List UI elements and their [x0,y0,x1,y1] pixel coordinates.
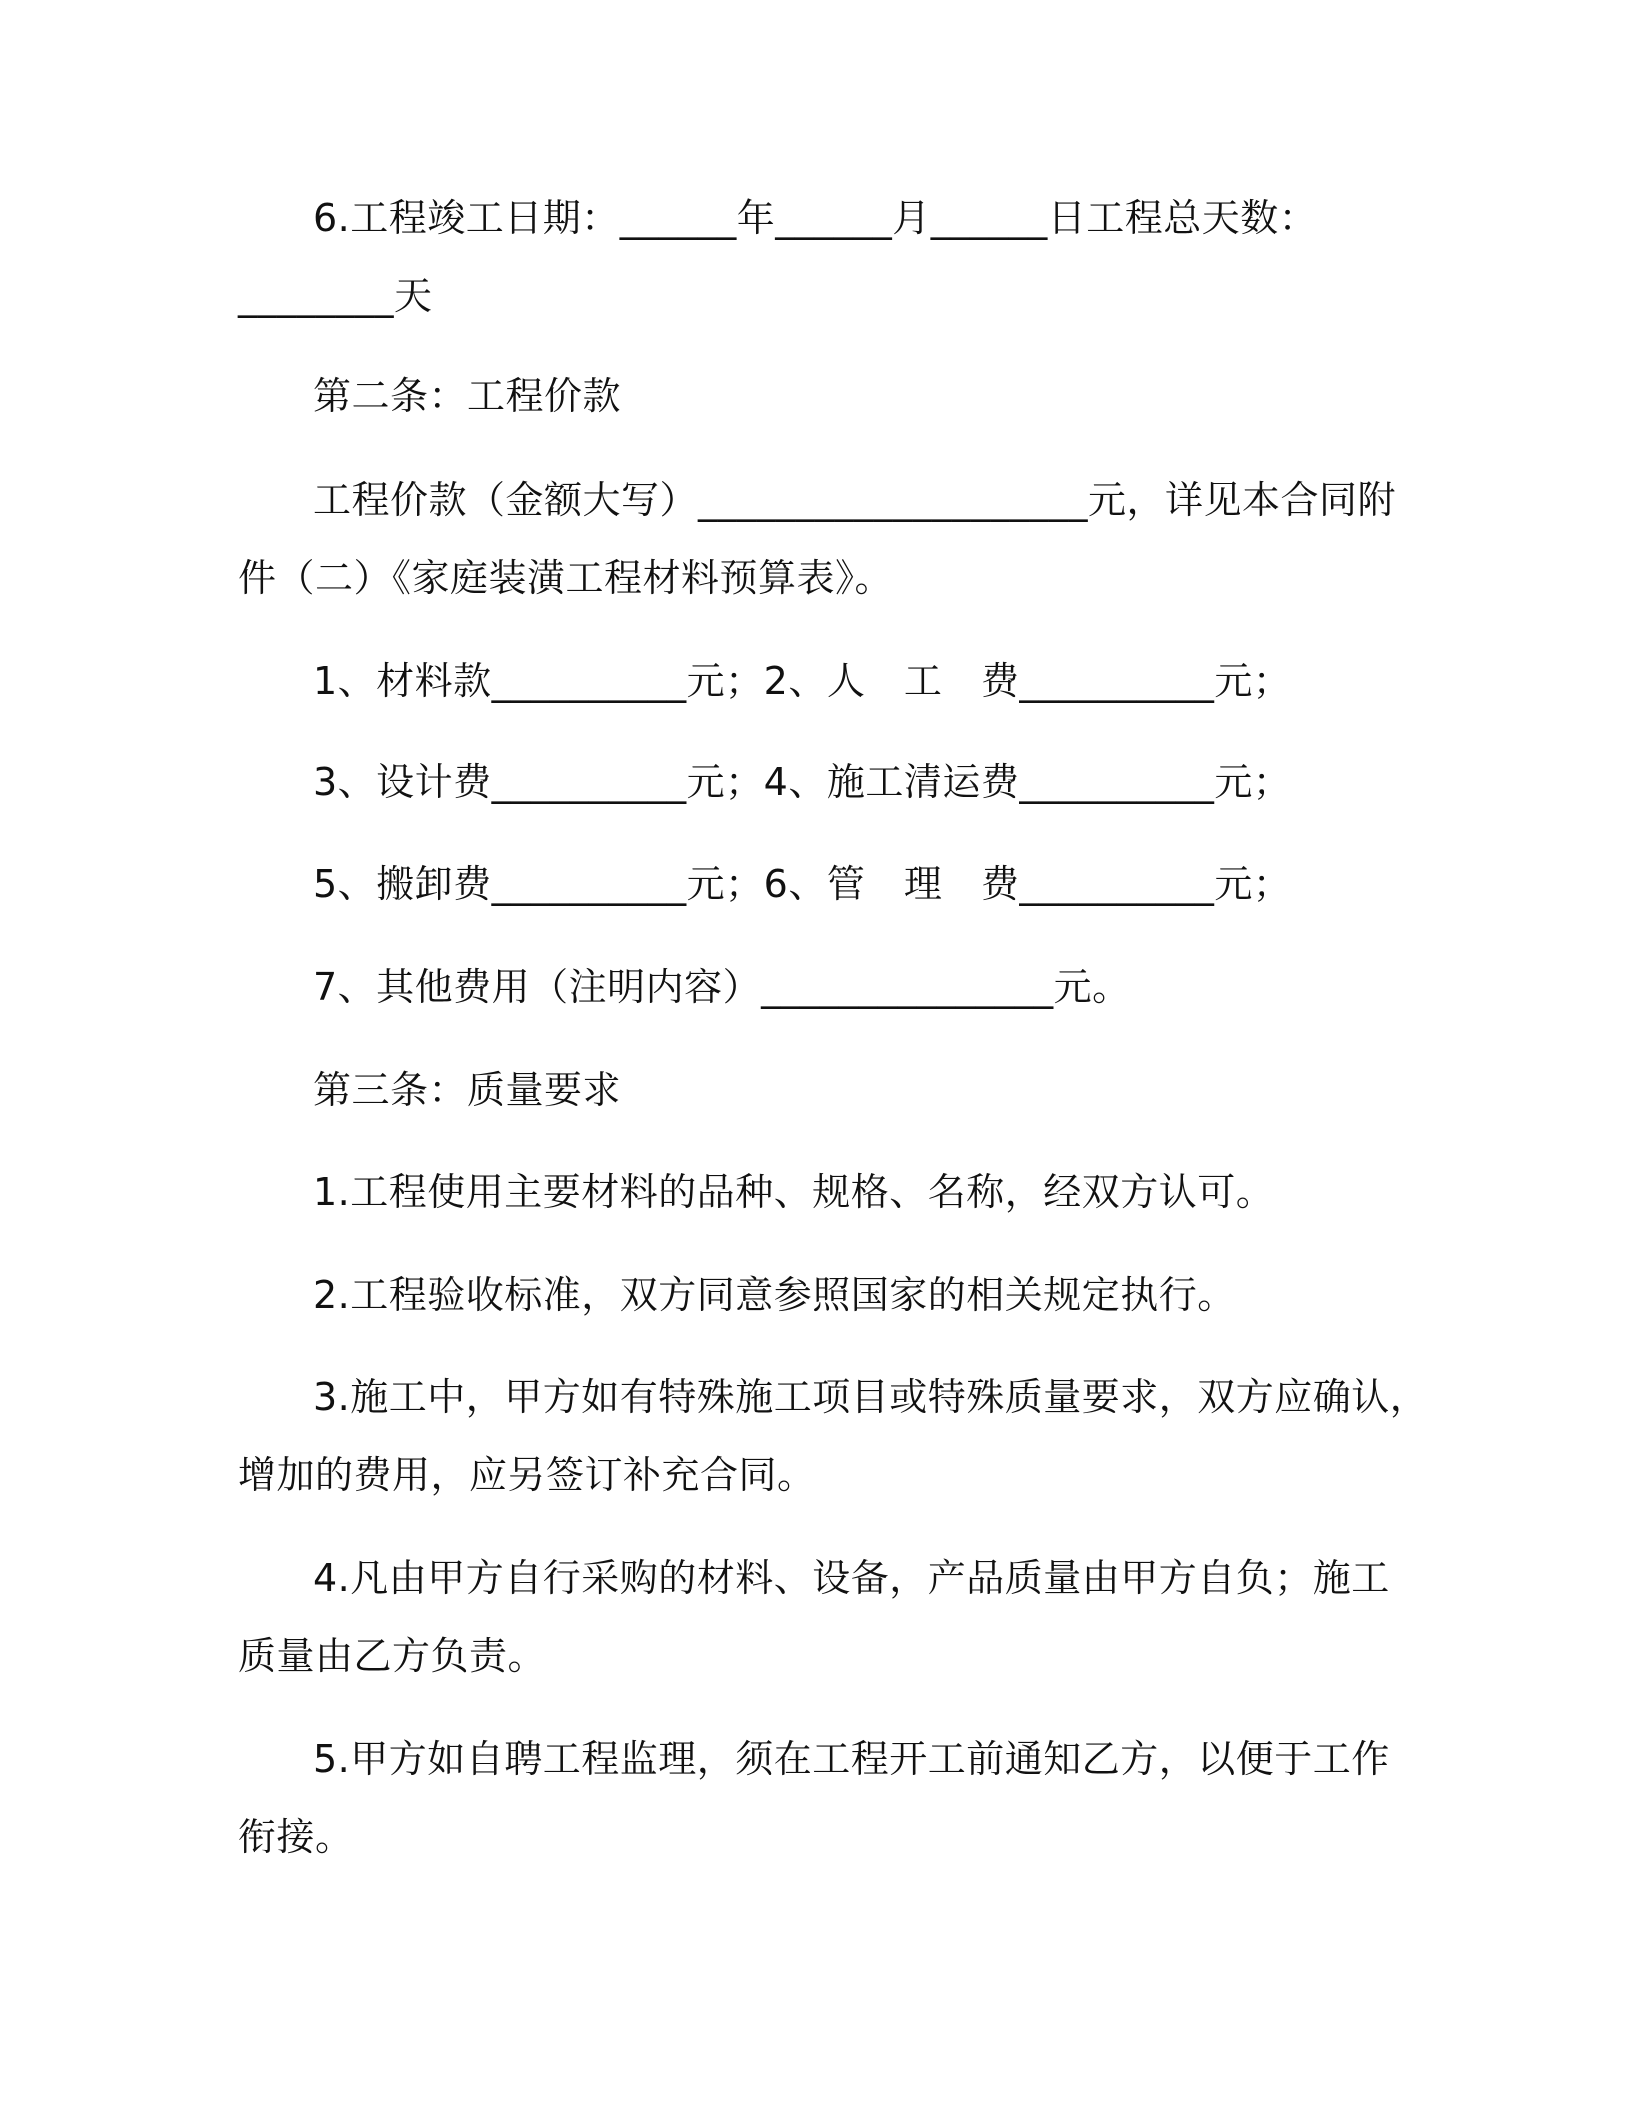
fee-line-2: 3、设计费__________元；4、施工清运费__________元； [313,760,1292,804]
quality-clause-1: 1.工程使用主要材料的品种、规格、名称，经双方认可。 [313,1170,1275,1214]
section-heading-quality: 第三条：质量要求 [313,1068,622,1112]
quality-clause-3-cont: 增加的费用，应另签订补充合同。 [238,1453,816,1497]
clause-completion-date-cont: ________天 [238,274,433,318]
fee-line-1: 1、材料款__________元；2、人 工 费__________元； [313,659,1292,703]
quality-clause-5: 5.甲方如自聘工程监理，须在工程开工前通知乙方，以便于工作 [313,1737,1390,1781]
clause-price-total: 工程价款（金额大写）____________________元，详见本合同附 [313,478,1397,522]
quality-clause-3: 3.施工中，甲方如有特殊施工项目或特殊质量要求，双方应确认， [313,1375,1429,1419]
clause-completion-date: 6.工程竣工日期：______年______月______日工程总天数： [313,196,1318,240]
quality-clause-5-cont: 衔接。 [238,1815,354,1859]
clause-price-total-cont: 件（二）《家庭装潢工程材料预算表》。 [238,556,894,600]
fee-line-3: 5、搬卸费__________元；6、管 理 费__________元； [313,862,1292,906]
quality-clause-2: 2.工程验收标准，双方同意参照国家的相关规定执行。 [313,1273,1236,1317]
section-heading-price: 第二条：工程价款 [313,374,622,418]
fee-line-4: 7、其他费用（注明内容）_______________元。 [313,965,1131,1009]
quality-clause-4-cont: 质量由乙方负责。 [238,1634,547,1678]
quality-clause-4: 4.凡由甲方自行采购的材料、设备，产品质量由甲方自负；施工 [313,1556,1390,1600]
